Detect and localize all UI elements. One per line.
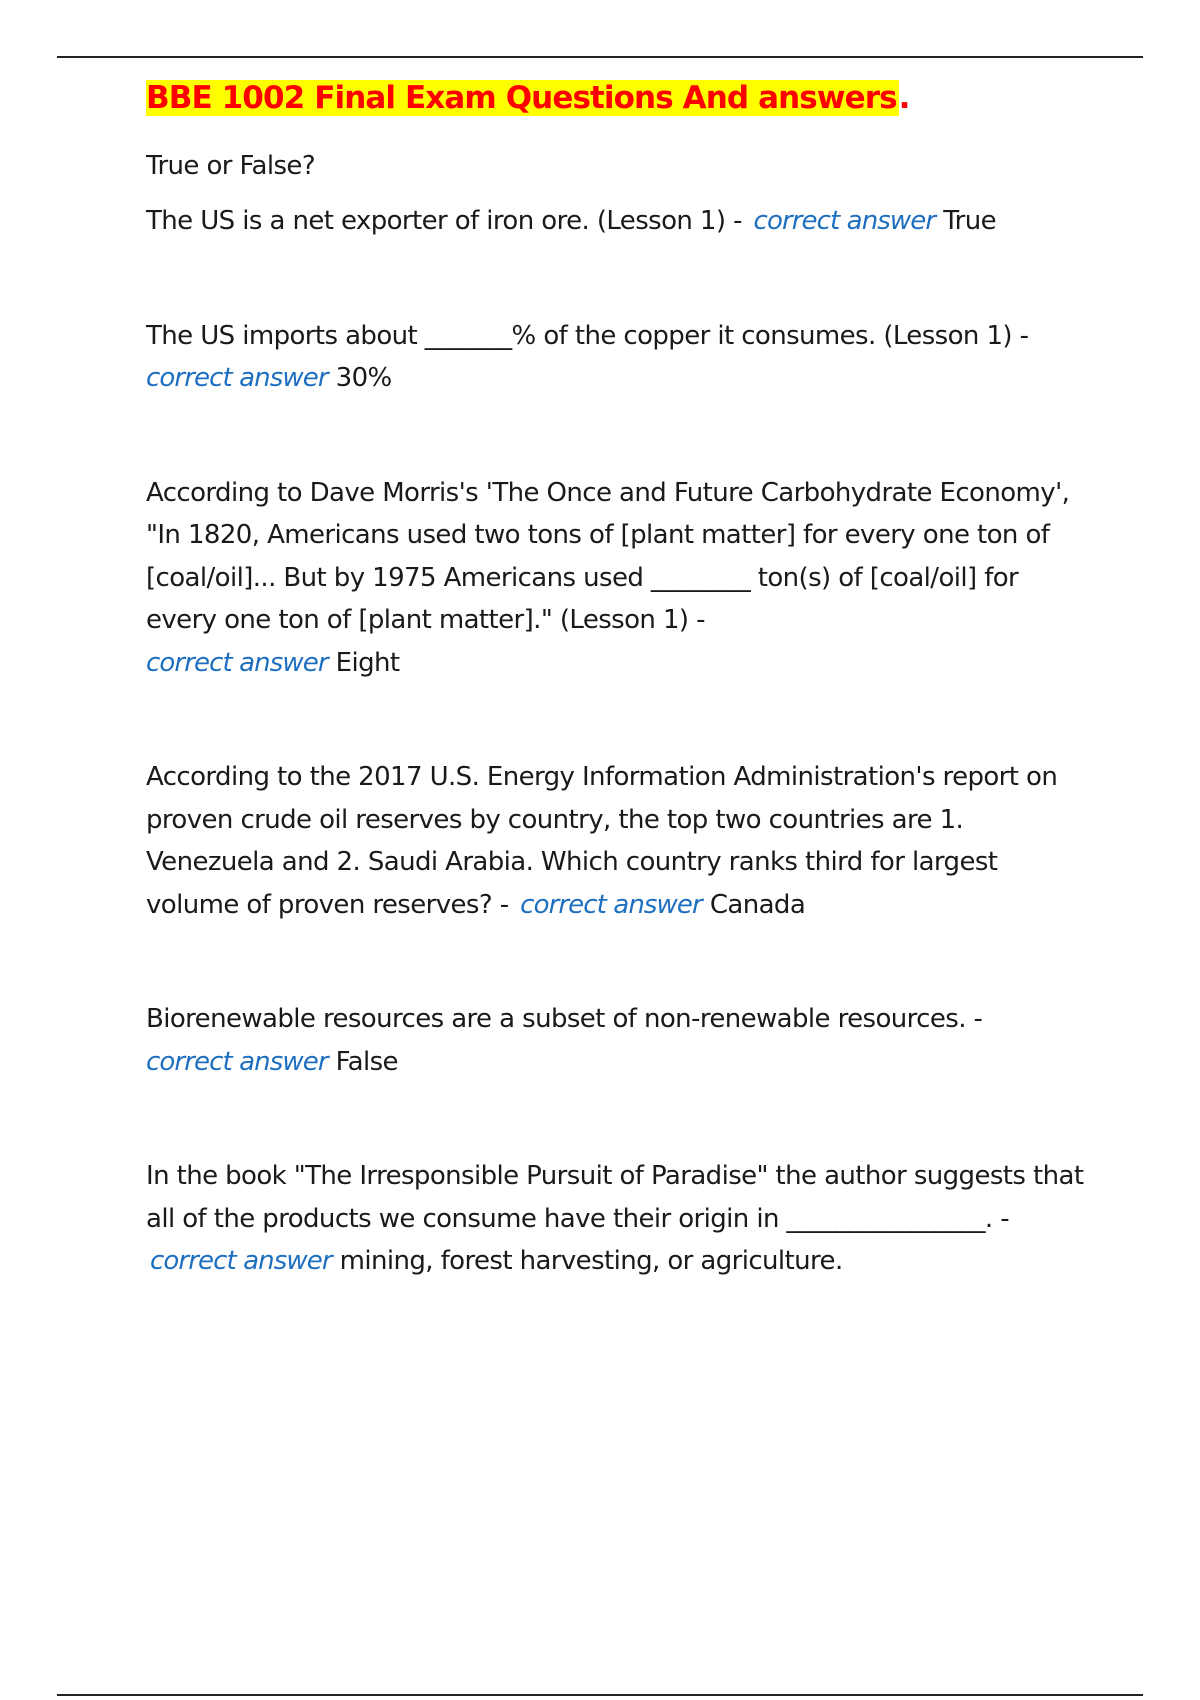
intro-line: True or False? (146, 151, 316, 181)
answer-label: correct answer (146, 647, 328, 678)
document-body (146, 74, 1096, 1283)
question-text: The US is a net exporter of iron ore. (Lesson 1) - (146, 206, 742, 236)
qa-item-1 (146, 200, 1096, 243)
title-period: . (898, 80, 910, 116)
answer-label: correct answer (150, 1246, 332, 1276)
qa-item-3 (146, 472, 1096, 685)
qa-item-6 (146, 1155, 1096, 1283)
title-highlight: BBE 1002 Final Exam Questions And answers (146, 80, 897, 116)
question-text: The US imports about _______% of the copper it consumes. (Lesson 1) - (146, 320, 1029, 351)
bottom-rule (57, 1694, 1143, 1696)
question-text: In the book "The Irresponsible Pursuit of Paradise" the author suggests that all of the products we consume have their origin in ________________. - (146, 1161, 1084, 1234)
answer-label: correct answer (753, 206, 936, 236)
answer-text: Eight (335, 647, 400, 678)
answer-text: True (943, 206, 997, 236)
answer-text: False (335, 1046, 398, 1077)
qa-item-5 (146, 998, 1096, 1083)
answer-text: Canada (709, 889, 806, 920)
answer-label: correct answer (520, 889, 702, 920)
question-text: Biorenewable resources are a subset of non-renewable resources. - (146, 1004, 983, 1034)
document-title (146, 74, 910, 122)
answer-label: correct answer (146, 1046, 328, 1077)
top-rule (57, 56, 1143, 58)
answer-label: correct answer (146, 363, 328, 393)
question-text: According to the 2017 U.S. Energy Information Administration's report on proven crude oil reserves by country, the top two countries are 1. Venezuela and 2. Saudi Arabia. Which country ranks third for largest volume of proven reserves? - (146, 762, 1058, 920)
answer-text: mining, forest harvesting, or agriculture. (339, 1246, 843, 1276)
answer-text: 30% (335, 363, 392, 393)
question-text: According to Dave Morris's 'The Once and Future Carbohydrate Economy', "In 1820, Americans used two tons of [plant matter] for every one ton of [coal/oil]... But by 1975 Americans used ________ ton(s) of [coal/oil] for every one ton of [plant matter]." (Lesson 1) - (146, 477, 1070, 635)
qa-item-4 (146, 756, 1096, 926)
qa-item-2 (146, 315, 1096, 400)
